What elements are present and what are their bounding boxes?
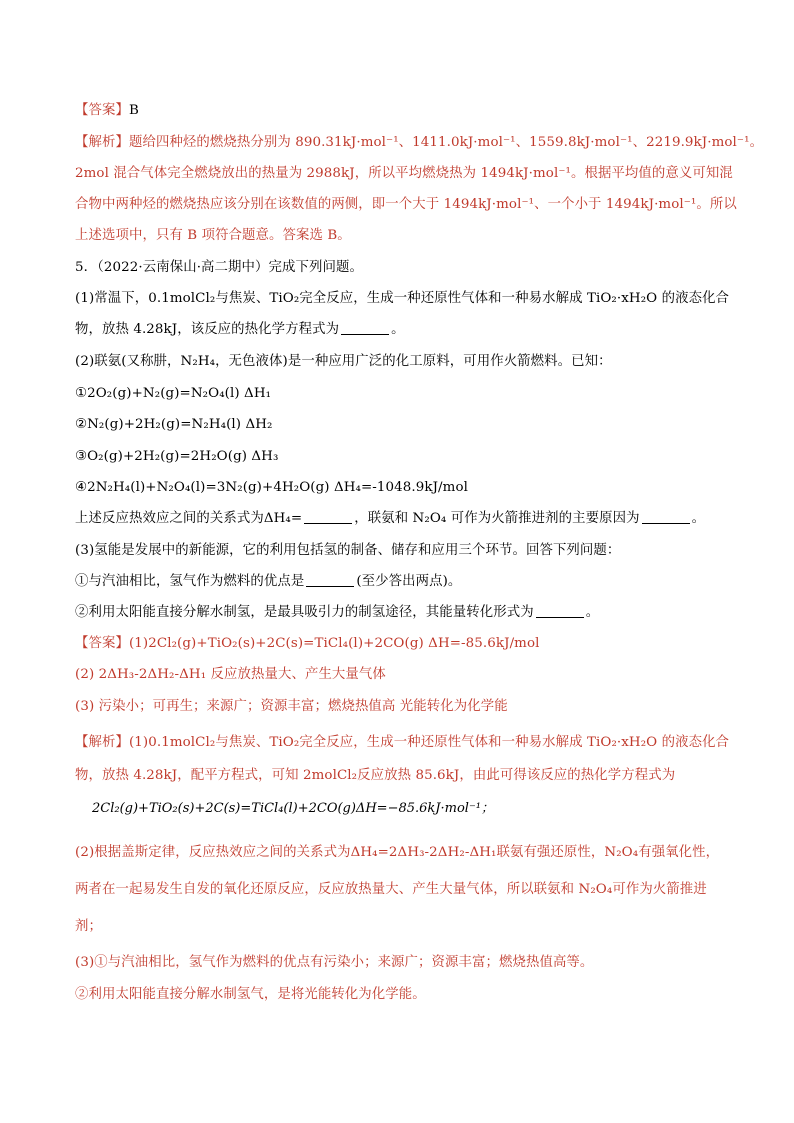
answer-blank [642, 509, 690, 524]
analysis-line: 两者在一起易发生自发的氧化还原反应，反应放热量大、产生大量气体，所以联氨和 N₂O₄可作为火箭推进 [75, 882, 707, 897]
answer-line: (3) 污染小；可再生；来源广；资源丰富；燃烧热值高 光能转化为化学能 [75, 699, 508, 714]
answer-blank [341, 320, 389, 335]
analysis-text: 题给四种烃的燃烧热分别为 890.31kJ·mol⁻¹、1411.0kJ·mol⁻¹、1559.8kJ·mol⁻¹、2219.9kJ·mol⁻¹。 [128, 135, 764, 150]
question-part-1-cont [75, 320, 725, 340]
analysis-line [75, 733, 730, 753]
answer-text: (1)2Cl₂(g)+TiO₂(s)+2C(s)=TiCl₄(l)+2CO(g) ΔH=-85.6kJ/mol [128, 636, 540, 651]
answer-blank [306, 572, 354, 587]
question-part-2-cont [75, 509, 725, 529]
question-part-1: (1)常温下，0.1molCl₂与焦炭、TiO₂完全反应，生成一种还原性气体和一种易水解成 TiO₂·xH₂O 的液态化合 [75, 291, 730, 306]
answer-tag: 【答案】 [75, 103, 129, 118]
answer-blank [536, 603, 584, 618]
analysis-line: ②利用太阳能直接分解水制氢气，是将光能转化为化学能。 [75, 987, 426, 1002]
question-text: 。 [585, 605, 600, 620]
answer-line-1 [75, 101, 725, 121]
analysis-text: (1)0.1molCl₂与焦炭、TiO₂完全反应，生成一种还原性气体和一种易水解成 TiO₂·xH₂O 的液态化合 [128, 735, 730, 750]
analysis-line: 2mol 混合气体完全燃烧放出的热量为 2988kJ，所以平均燃烧热为 1494kJ·mol⁻¹。根据平均值的意义可知混 [75, 166, 733, 181]
analysis-tag: 【解析】 [75, 735, 129, 750]
answer-value: B [128, 103, 139, 118]
analysis-line: 上述选项中，只有 B 项符合题意。答案选 B。 [75, 228, 351, 243]
question-part-3: (3)氢能是发展中的新能源，它的利用包括氢的制备、储存和应用三个环节。回答下列问题： [75, 543, 621, 558]
answer-blank [304, 509, 352, 524]
question-part-2: (2)联氨(又称肼，N₂H₄，无色液体)是一种应用广泛的化工原料，可用作火箭燃料。已知： [75, 354, 612, 369]
thermochemical-equation: 2Cl₂(g)+TiO₂(s)+2C(s)=TiCl₄(l)+2CO(g)ΔH=−85.6kJ·mol⁻¹； [92, 801, 495, 816]
analysis-line: 剂； [75, 919, 102, 934]
reaction-1: ①2O₂(g)+N₂(g)=N₂O₄(l) ΔH₁ [75, 386, 272, 401]
answer-line-2 [75, 634, 725, 654]
analysis-line: (2)根据盖斯定律，反应热效应之间的关系式为ΔH₄=2ΔH₃-2ΔH₂-ΔH₁联氨有强还原性，N₂O₄有强氧化性， [75, 845, 720, 860]
question-text: 上述反应热效应之间的关系式为ΔH₄= [75, 511, 303, 526]
question-text: ①与汽油相比，氢气作为燃料的优点是 [75, 574, 305, 589]
question-text: (至少答出两点)。 [356, 574, 462, 589]
answer-tag: 【答案】 [75, 636, 129, 651]
analysis-line [75, 133, 764, 153]
answer-line: (2) 2ΔH₃-2ΔH₂-ΔH₁ 反应放热量大、产生大量气体 [75, 667, 386, 682]
question-title: 5．（2022·云南保山·高二期中）完成下列问题。 [75, 260, 363, 275]
analysis-line: 物，放热 4.28kJ，配平方程式，可知 2molCl₂反应放热 85.6kJ，由此可得该反应的热化学方程式为 [75, 768, 676, 783]
reaction-3: ③O₂(g)+2H₂(g)=2H₂O(g) ΔH₃ [75, 449, 279, 464]
analysis-tag: 【解析】 [75, 135, 129, 150]
reaction-2: ②N₂(g)+2H₂(g)=N₂H₄(l) ΔH₂ [75, 417, 273, 432]
question-text: 。 [691, 511, 706, 526]
question-part-3b [75, 603, 725, 623]
analysis-line: (3)①与汽油相比，氢气作为燃料的优点有污染小；来源广；资源丰富；燃烧热值高等。 [75, 955, 594, 970]
question-text: ②利用太阳能直接分解水制氢，是最具吸引力的制氢途径，其能量转化形式为 [75, 605, 534, 620]
question-text: 物，放热 4.28kJ，该反应的热化学方程式为 [75, 322, 340, 337]
question-text: ，联氨和 N₂O₄ 可作为火箭推进剂的主要原因为 [354, 511, 640, 526]
analysis-line: 合物中两种烃的燃烧热应该分别在该数值的两侧，即一个大于 1494kJ·mol⁻¹、一个小于 1494kJ·mol⁻¹。所以 [75, 197, 737, 212]
reaction-4: ④2N₂H₄(l)+N₂O₄(l)=3N₂(g)+4H₂O(g) ΔH₄=-1048.9kJ/mol [75, 480, 469, 495]
question-text: 。 [391, 322, 405, 337]
question-part-3a [75, 572, 725, 592]
